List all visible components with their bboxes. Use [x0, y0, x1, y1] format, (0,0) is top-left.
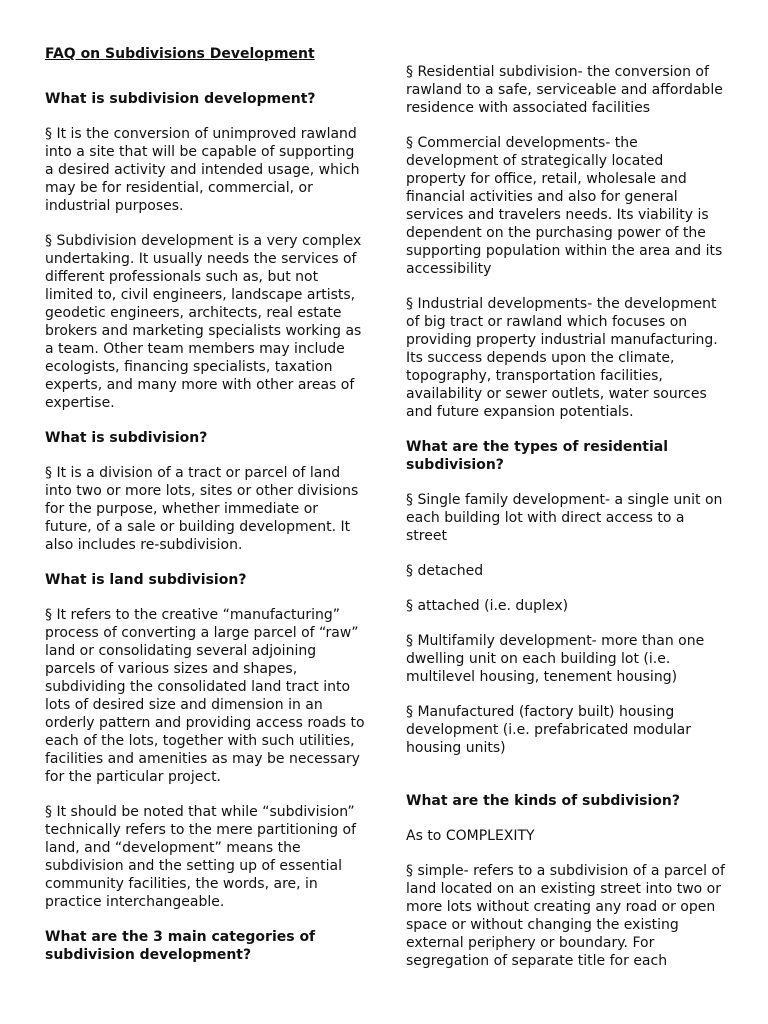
category-commercial: § Commercial developments- the development of strategically located property for office, retail, wholesale and financial activities and also for general services and travelers needs. Its viability is dependent on the purchasing power of the supporting population within the area and its accessibility	[406, 135, 723, 277]
question-main-categories: What are the 3 main categories of subdivision development?	[45, 929, 316, 963]
kind-simple: § simple- refers to a subdivision of a parcel of land located on an existing street into two or more lots without creating any road or open space or without changing the existing external periphery or boundary. For segregation of separate title for each	[406, 863, 725, 969]
type-multifamily: § Multifamily development- more than one dwelling unit on each building lot (i.e. multilevel housing, tenement housing)	[406, 633, 705, 685]
heading-as-to-complexity: As to COMPLEXITY	[406, 828, 535, 844]
left-column	[45, 45, 365, 981]
answer-paragraph: § It should be noted that while “subdivision” technically refers to the mere partitioning of land, and “development” means the subdivision and the setting up of essential community facilities, the words, are, in practice interchangeable.	[45, 804, 357, 910]
question-kinds-of-subdivision: What are the kinds of subdivision?	[406, 793, 680, 809]
answer-paragraph: § Subdivision development is a very complex undertaking. It usually needs the services of different professionals such as, but not limited to, civil engineers, landscape artists, geodetic engineers, architects, real estate brokers and marketing specialists working as a team. Other team members may include ecologists, financing specialists, taxation experts, and many more with other areas of expertise.	[45, 233, 362, 411]
answer-paragraph: § It is a division of a tract or parcel of land into two or more lots, sites or other divisions for the purpose, whether immediate or future, of a sale or building development. It also includes re-subdivision.	[45, 465, 359, 553]
question-subdivision-development: What is subdivision development?	[45, 91, 316, 107]
document-title: FAQ on Subdivisions Development	[45, 46, 315, 62]
type-detached: § detached	[406, 563, 484, 579]
type-manufactured: § Manufactured (factory built) housing development (i.e. prefabricated modular housing units)	[406, 704, 692, 756]
type-single-family: § Single family development- a single unit on each building lot with direct access to a street	[406, 492, 723, 544]
category-industrial: § Industrial developments- the development of big tract or rawland which focuses on providing property industrial manufacturing. Its success depends upon the climate, topography, transportation facilities, availability or sewer outlets, water sources and future expansion potentials.	[406, 296, 718, 420]
right-column	[406, 63, 726, 987]
answer-paragraph: § It refers to the creative “manufacturing” process of converting a large parcel of “raw” land or consolidating several adjoining parcels of various sizes and shapes, subdividing the consolidated land tract into lots of desired size and dimension in an orderly pattern and providing access roads to each of the lots, together with such utilities, facilities and amenities as may be necessary for the particular project.	[45, 607, 365, 785]
category-residential: § Residential subdivision- the conversion of rawland to a safe, serviceable and affordable residence with associated facilities	[406, 64, 723, 116]
question-residential-types: What are the types of residential subdivision?	[406, 439, 669, 473]
question-land-subdivision: What is land subdivision?	[45, 572, 247, 588]
question-subdivision: What is subdivision?	[45, 430, 208, 446]
type-attached: § attached (i.e. duplex)	[406, 598, 569, 614]
answer-paragraph: § It is the conversion of unimproved rawland into a site that will be capable of supporting a desired activity and intended usage, which may be for residential, commercial, or industrial purposes.	[45, 126, 360, 214]
